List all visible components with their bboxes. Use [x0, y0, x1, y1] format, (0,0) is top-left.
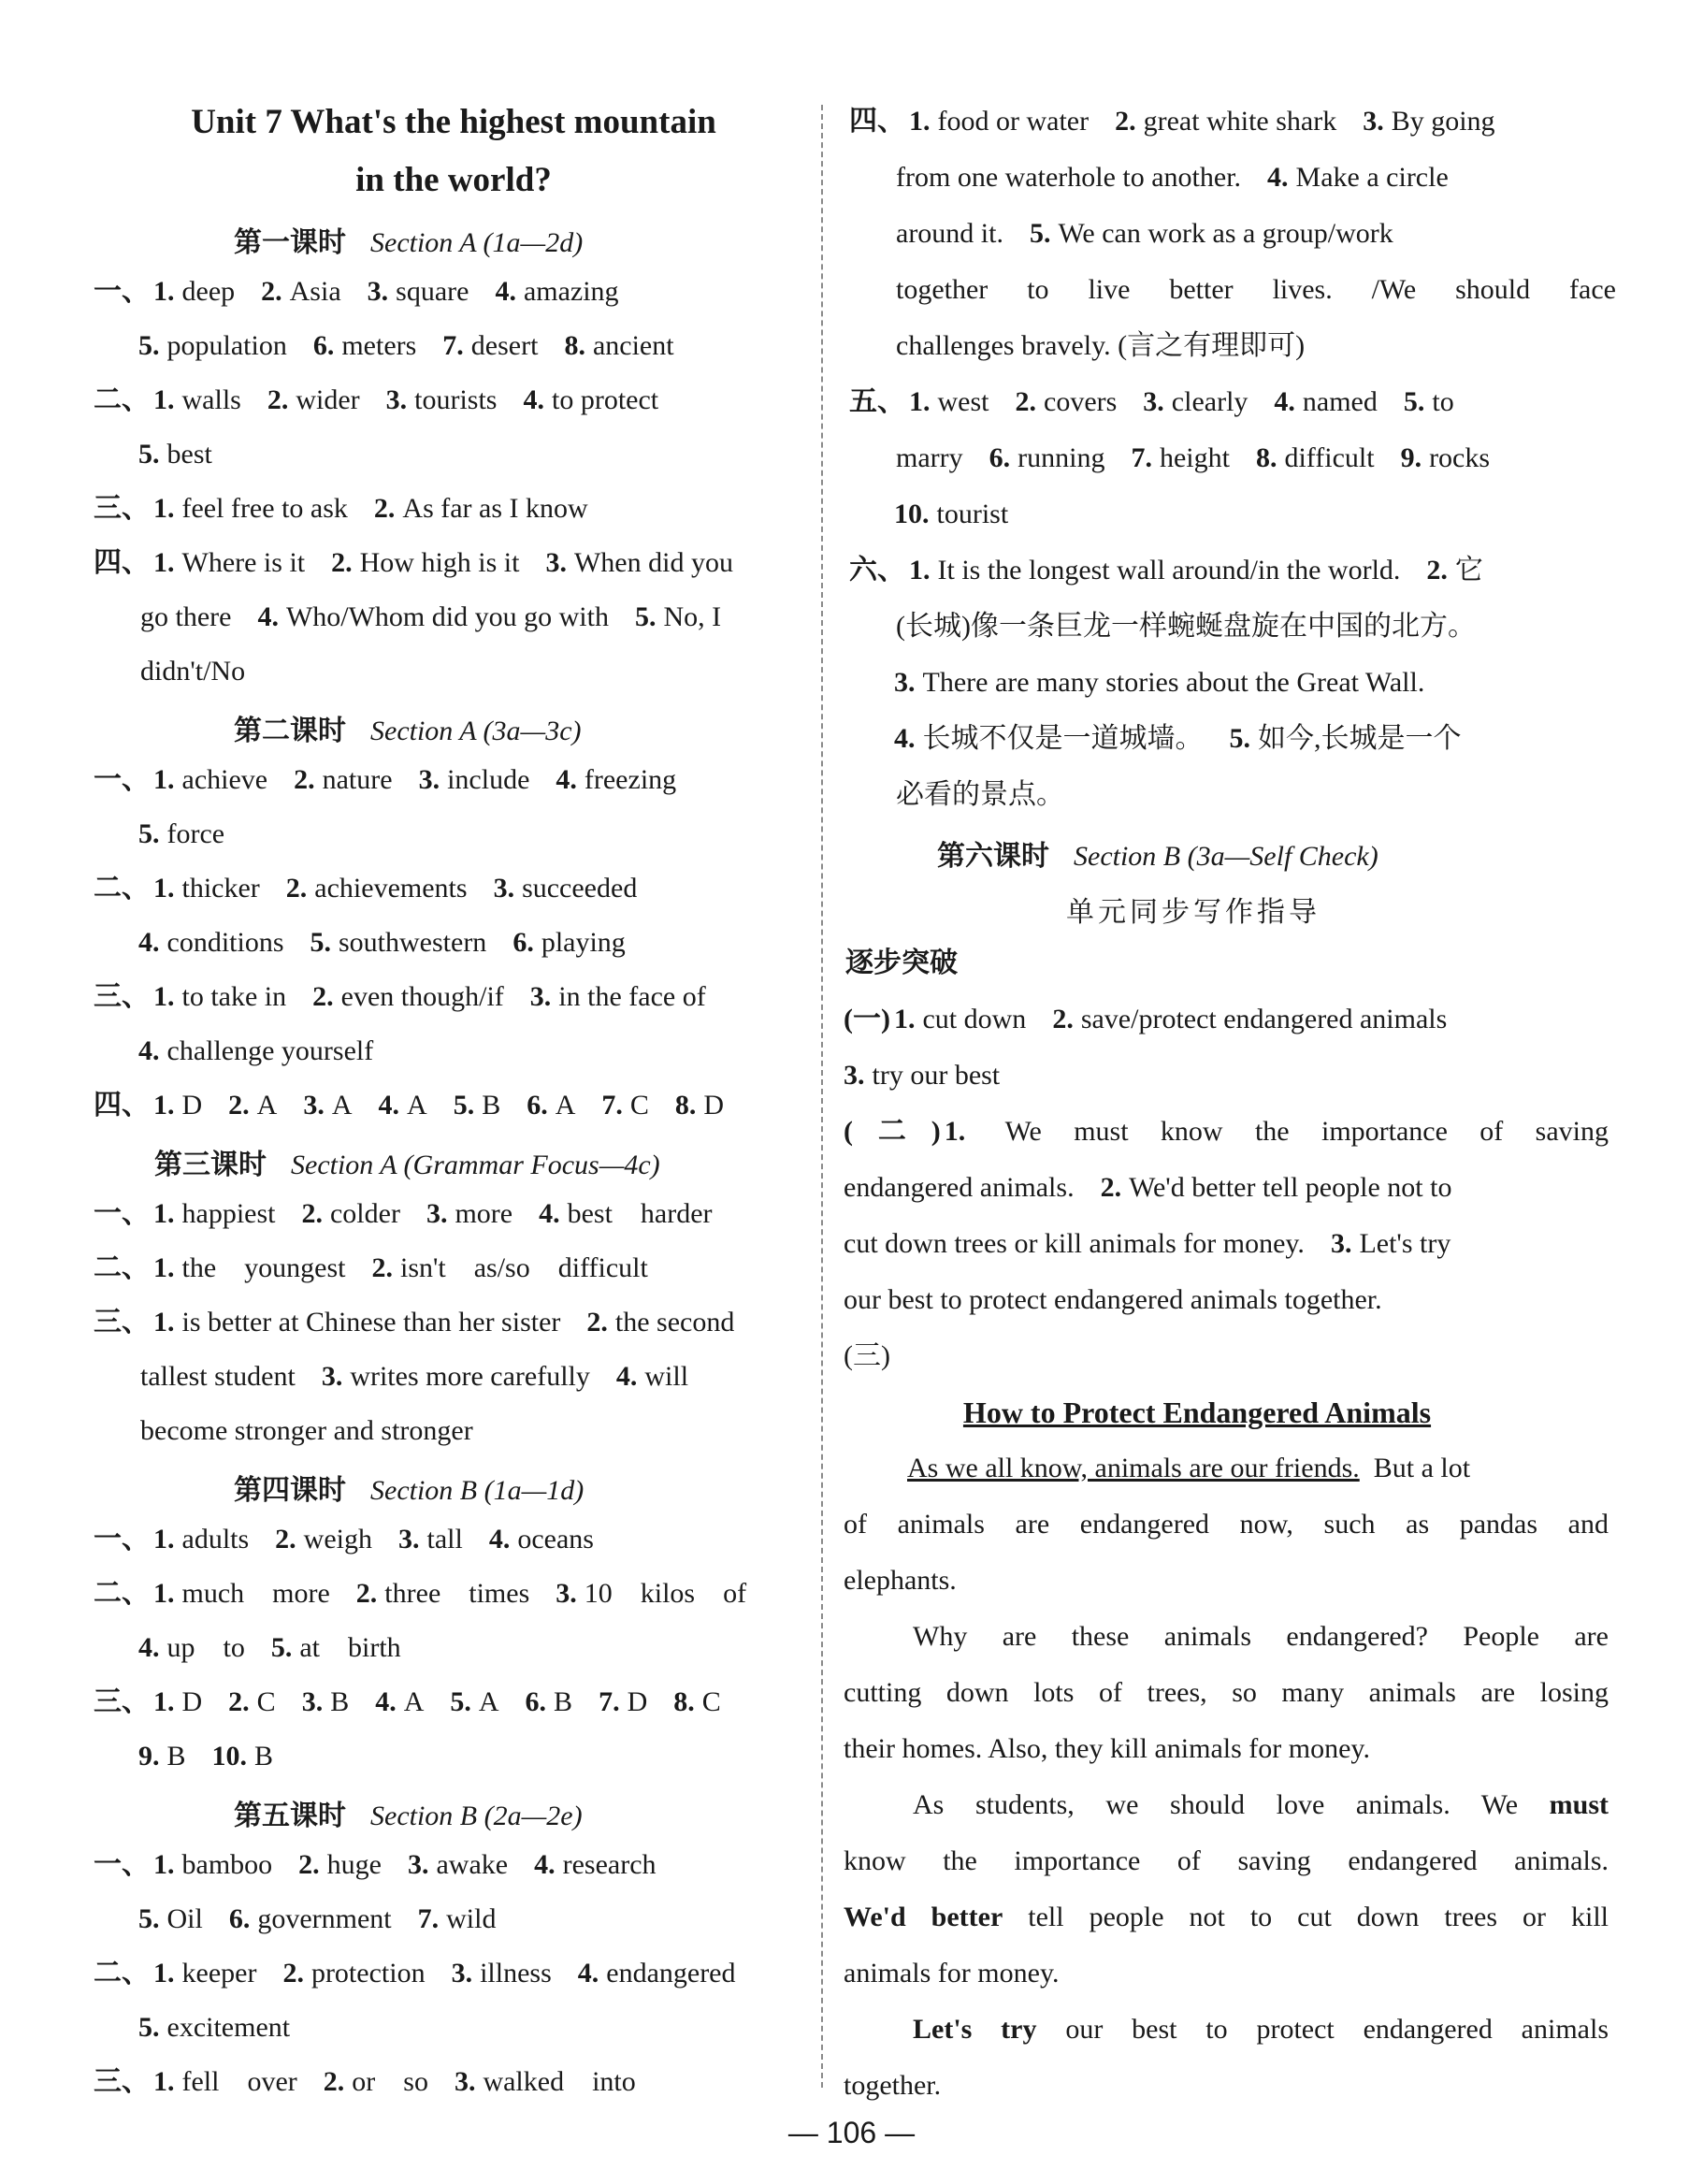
answer-line: marry 6. running 7. height 8. difficult 9. rocks [896, 442, 1491, 473]
answer-line: 4. up to 5. at birth [138, 1632, 401, 1663]
answer-line: 二、 1. thicker 2. achievements 3. succeeded [94, 873, 638, 904]
answer-line: from one waterhole to another. 4. Make a circle [896, 162, 1449, 193]
answer-line: 一、 1. happiest 2. colder 3. more 4. best harder [94, 1198, 713, 1229]
answer-line: 二、 1. the youngest 2. isn't as/so difficult [94, 1252, 648, 1283]
essay-line: Why are these animals endangered? People are [913, 1621, 1609, 1652]
essay-title: How to Protect Endangered Animals [962, 1396, 1432, 1429]
answer-line: 一、 1. adults 2. weigh 3. tall 4. oceans [94, 1524, 594, 1555]
essay-line: together. [844, 2070, 942, 2101]
answer-line: become stronger and stronger [140, 1415, 473, 1446]
answer-line: 5. Oil 6. government 7. wild [138, 1903, 497, 1934]
essay-line: As we all know, animals are our friends. But a lot [907, 1453, 1471, 1483]
answer-line: (二) 1. We must know the importance of saving [844, 1116, 1609, 1147]
answer-line: (三) [844, 1340, 890, 1371]
lesson-4-heading: 第四课时 Section B (1a—1d) [234, 1475, 585, 1506]
answer-line: go there 4. Who/Whom did you go with 5. No, I [140, 601, 722, 632]
answer-line: 三、 1. to take in 2. even though/if 3. in the face of [94, 981, 706, 1012]
answer-line: 三、 1. fell over 2. or so 3. walked into [94, 2066, 636, 2097]
answer-line: challenges bravely. (言之有理即可) [896, 330, 1306, 361]
answer-line: 必看的景点。 [896, 779, 1064, 810]
answer-line: (一) 1. cut down 2. save/protect endangered animals [844, 1004, 1448, 1034]
answer-line: 一、 1. deep 2. Asia 3. square 4. amazing [94, 276, 619, 307]
essay-line: elephants. [844, 1565, 957, 1596]
answer-line: 二、 1. keeper 2. protection 3. illness 4. endangered [94, 1958, 736, 1989]
lesson-5-heading: 第五课时 Section B (2a—2e) [234, 1801, 583, 1831]
answer-line: our best to protect endangered animals together. [844, 1284, 1382, 1315]
step-heading: 逐步突破 [845, 947, 958, 978]
answer-line: 5. best [138, 439, 212, 470]
answer-line: tallest student 3. writes more carefully 4. will [140, 1361, 689, 1392]
answer-line: 3. There are many stories about the Great Wall. [894, 667, 1425, 698]
answer-line: 4. 长城不仅是一道城墙。 5. 如今,长城是一个 [894, 723, 1462, 754]
answer-line: 一、 1. bamboo 2. huge 3. awake 4. research [94, 1849, 657, 1880]
essay-line: Let's try our best to protect endangered animals [913, 2014, 1609, 2045]
answer-line: 三、 1. D 2. C 3. B 4. A 5. A 6. B 7. D 8. C [94, 1686, 721, 1717]
lesson-2-heading: 第二课时 Section A (3a—3c) [234, 716, 582, 746]
essay-line: animals for money. [844, 1958, 1060, 1989]
answer-line: cut down trees or kill animals for money. 3. Let's try [844, 1228, 1451, 1259]
essay-line: cutting down lots of trees, so many animals are losing [844, 1677, 1609, 1708]
answer-line: 4. challenge yourself [138, 1035, 374, 1066]
answer-line: 3. try our best [844, 1060, 1001, 1091]
answer-line: 4. conditions 5. southwestern 6. playing [138, 927, 626, 958]
page-number: — 106 — [787, 2116, 916, 2149]
answer-line: (长城)像一条巨龙一样蜿蜒盘旋在中国的北方。 [896, 611, 1476, 642]
answer-line: 一、 1. achieve 2. nature 3. include 4. freezing [94, 764, 677, 795]
answer-line: 五、 1. west 2. covers 3. clearly 4. named 5. to [849, 386, 1454, 417]
lesson-6-heading: 第六课时 Section B (3a—Self Check) [937, 841, 1378, 872]
answer-line: 5. force [138, 818, 225, 849]
answer-line: 10. tourist [894, 499, 1009, 529]
essay-line: their homes. Also, they kill animals for money. [844, 1733, 1370, 1764]
essay-line: of animals are endangered now, such as pandas and [844, 1509, 1609, 1540]
answer-line: 5. population 6. meters 7. desert 8. ancient [138, 330, 674, 361]
answer-line: around it. 5. We can work as a group/work [896, 218, 1393, 249]
unit-title-line1: Unit 7 What's the highest mountain [191, 103, 716, 141]
answer-line: 四、 1. food or water 2. great white shark 3. By going [849, 106, 1495, 137]
writing-guide-heading: 单元同步写作指导 [1066, 897, 1321, 928]
answer-line: 四、 1. Where is it 2. How high is it 3. When did you [94, 547, 733, 578]
answer-line: together to live better lives. /We should face [896, 274, 1616, 305]
answer-line: 9. B 10. B [138, 1741, 274, 1772]
essay-line: As students, we should love animals. We must [913, 1789, 1609, 1820]
lesson-1-heading: 第一课时 Section A (1a—2d) [234, 227, 584, 258]
unit-title-line2: in the world? [355, 161, 552, 199]
answer-line: 5. excitement [138, 2012, 291, 2043]
answer-line: 二、 1. much more 2. three times 3. 10 kilos of [94, 1578, 747, 1609]
column-divider [821, 105, 823, 2088]
essay-line: know the importance of saving endangered animals. [844, 1845, 1609, 1876]
answer-line: didn't/No [140, 656, 246, 687]
answer-line: 三、 1. feel free to ask 2. As far as I know [94, 493, 588, 524]
answer-line: 三、 1. is better at Chinese than her sister 2. the second [94, 1307, 735, 1338]
answer-line: 四、 1. D 2. A 3. A 4. A 5. B 6. A 7. C 8. D [94, 1090, 725, 1121]
answer-line: 六、 1. It is the longest wall around/in the world. 2. 它 [849, 555, 1483, 586]
answer-line: endangered animals. 2. We'd better tell people not to [844, 1172, 1452, 1203]
essay-line: We'd better tell people not to cut down trees or kill [844, 1902, 1609, 1932]
lesson-3-heading: 第三课时 Section A (Grammar Focus—4c) [154, 1150, 660, 1180]
answer-line: 二、 1. walls 2. wider 3. tourists 4. to protect [94, 384, 659, 415]
